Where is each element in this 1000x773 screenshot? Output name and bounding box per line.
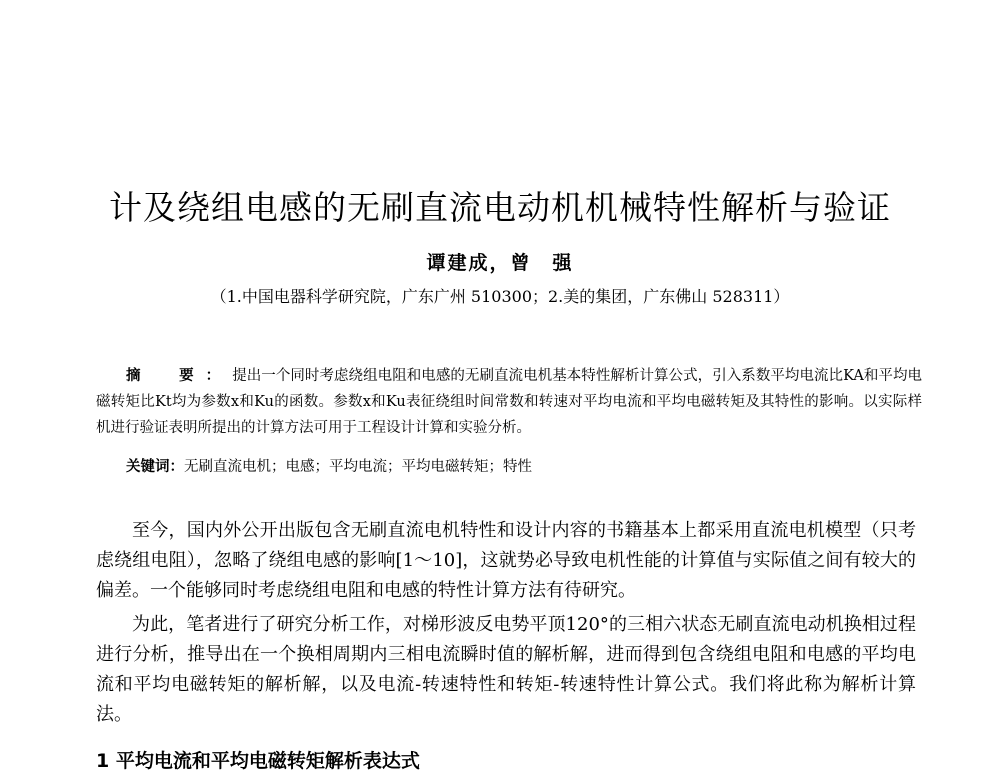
keywords-label: 关键词： bbox=[126, 458, 184, 475]
abstract-text: 提出一个同时考虑绕组电阻和电感的无刷直流电机基本特性解析计算公式，引入系数平均电流比KA和平均电磁转矩比Kt均为参数x和Ku的函数。参数x和Ku表征绕组时间常数和转速对平均电流和平均电磁转矩及其特性的影响。以实际样机进行验证表明所提出的计算方法可用于工程设计计算和实验分析。 bbox=[96, 368, 922, 436]
body-paragraph-1: 至今，国内外公开出版包含无刷直流电机特性和设计内容的书籍基本上都采用直流电机模型（只考虑绕组电阻），忽略了绕组电感的影响[1～10]，这就势必导致电机性能的计算值与实际值之间有较大的偏差。一个能够同时考虑绕组电阻和电感的特性计算方法有待研究。 bbox=[96, 520, 916, 601]
paper-title: 计及绕组电感的无刷直流电动机机械特性解析与验证 bbox=[109, 188, 891, 227]
affiliation: （1.中国电器科学研究院，广东广州 510300；2.美的集团，广东佛山 528311） bbox=[210, 287, 790, 306]
abstract-label: 摘 要： bbox=[126, 367, 233, 384]
abstract bbox=[96, 363, 922, 441]
keywords bbox=[126, 456, 916, 478]
body-paragraph-2: 为此，笔者进行了研究分析工作，对梯形波反电势平顶120°的三相六状态无刷直流电动机换相过程进行分析，推导出在一个换相周期内三相电流瞬时值的解析解，进而得到包含绕组电阻和电感的平均电流和平均电磁转矩的解析解，以及电流-转速特性和转矩-转速特性计算公式。我们将此称为解析计算法。 bbox=[96, 614, 916, 725]
section-heading: 1 平均电流和平均电磁转矩解析表达式 bbox=[96, 750, 420, 772]
keywords-text: 无刷直流电机；电感；平均电流；平均电磁转矩；特性 bbox=[184, 459, 532, 475]
authors: 谭建成，曾 强 bbox=[426, 252, 574, 274]
